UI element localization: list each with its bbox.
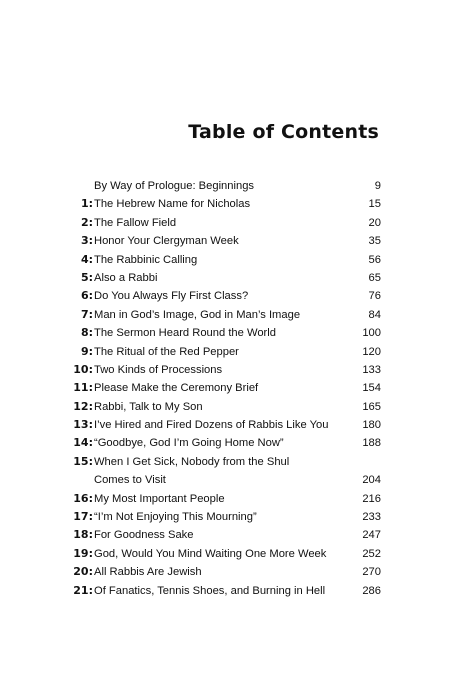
chapter-number: 12: <box>73 399 93 413</box>
toc-entry <box>65 379 381 397</box>
chapter-title: The Rabbinic Calling <box>94 253 198 266</box>
chapter-title: For Goodness Sake <box>94 529 194 542</box>
page-number: 233 <box>362 511 381 524</box>
chapter-title: Of Fanatics, Tennis Shoes, and Burning in Hell <box>94 584 326 597</box>
page-number: 56 <box>368 253 381 266</box>
toc-entry <box>65 434 381 452</box>
page-title: Table of Contents <box>188 121 379 143</box>
chapter-number: 7: <box>80 307 93 321</box>
toc-entry <box>65 526 381 544</box>
page-number: 154 <box>362 382 381 395</box>
page-number: 216 <box>362 492 381 505</box>
chapter-title: I’ve Hired and Fired Dozens of Rabbis Like You <box>94 419 329 432</box>
chapter-number: 21: <box>73 583 93 597</box>
page-number: 35 <box>368 235 381 248</box>
toc-entry <box>65 361 381 379</box>
toc-entry <box>65 177 381 195</box>
chapter-title: God, Would You Mind Waiting One More Week <box>94 547 327 560</box>
toc-entry <box>65 416 381 434</box>
page-number: 165 <box>362 400 381 413</box>
page-number: 180 <box>362 419 381 432</box>
page-number: 20 <box>368 216 381 229</box>
chapter-title: By Way of Prologue: Beginnings <box>94 180 255 192</box>
chapter-title: Also a Rabbi <box>94 271 158 284</box>
toc-entry <box>65 471 381 489</box>
page-number: 133 <box>362 363 381 376</box>
chapter-title: “I’m Not Enjoying This Mourning” <box>94 511 257 524</box>
page-number: 286 <box>362 584 381 597</box>
page-number: 76 <box>368 290 381 303</box>
chapter-number: 17: <box>73 510 93 524</box>
chapter-number: 19: <box>73 546 93 560</box>
chapter-number: 18: <box>73 528 93 542</box>
toc-entry <box>65 251 381 269</box>
toc-entry <box>65 582 381 600</box>
chapter-number: 9: <box>80 344 93 358</box>
chapter-number: 4: <box>80 252 93 266</box>
toc-entry <box>65 324 381 342</box>
chapter-title: The Hebrew Name for Nicholas <box>94 198 251 211</box>
page-number: 9 <box>374 180 381 192</box>
toc-entry <box>65 490 381 508</box>
chapter-number: 14: <box>73 436 93 450</box>
toc-entry <box>65 195 381 213</box>
chapter-number: 8: <box>80 326 93 340</box>
chapter-number: 6: <box>80 289 93 303</box>
chapter-number: 10: <box>73 362 93 376</box>
toc-entry <box>65 306 381 324</box>
chapter-title: Rabbi, Talk to My Son <box>94 400 203 413</box>
chapter-title: The Fallow Field <box>94 216 177 229</box>
chapter-title: Two Kinds of Processions <box>94 363 223 376</box>
page-number: 100 <box>362 327 381 340</box>
toc-entry <box>65 563 381 581</box>
page-number: 120 <box>362 345 381 358</box>
chapter-title: Please Make the Ceremony Brief <box>94 382 259 395</box>
chapter-title: Man in God’s Image, God in Man’s Image <box>94 308 301 321</box>
toc-entry <box>65 232 381 250</box>
chapter-title: The Ritual of the Red Pepper <box>94 345 239 358</box>
chapter-number: 3: <box>80 234 93 248</box>
toc-entry <box>65 453 381 471</box>
page-number: 270 <box>362 566 381 579</box>
toc-entry <box>65 343 381 361</box>
chapter-title: “Goodbye, God I’m Going Home Now” <box>94 437 284 450</box>
chapter-title: Comes to Visit <box>94 474 166 487</box>
page-number: 65 <box>368 271 381 284</box>
toc-entry <box>65 545 381 563</box>
chapter-title: The Sermon Heard Round the World <box>94 327 276 340</box>
chapter-number: 15: <box>73 454 93 468</box>
page-number: 247 <box>362 529 381 542</box>
toc-entry <box>65 287 381 305</box>
chapter-title: Honor Your Clergyman Week <box>94 235 239 248</box>
toc-list <box>65 177 381 600</box>
toc-entry <box>65 508 381 526</box>
page-number: 84 <box>368 308 381 321</box>
chapter-number: 13: <box>73 418 93 432</box>
chapter-number: 2: <box>80 215 93 229</box>
chapter-title: My Most Important People <box>94 492 225 505</box>
chapter-number: 16: <box>73 491 93 505</box>
page-number: 204 <box>362 474 381 487</box>
chapter-number: 11: <box>73 381 93 395</box>
chapter-number: 20: <box>73 565 93 579</box>
page-number: 252 <box>362 547 381 560</box>
toc-entry <box>65 214 381 232</box>
page-number: 188 <box>362 437 381 450</box>
toc-entry <box>65 269 381 287</box>
chapter-number: 1: <box>80 197 93 211</box>
chapter-title: When I Get Sick, Nobody from the Shul <box>94 455 290 468</box>
toc-entry <box>65 398 381 416</box>
chapter-title: All Rabbis Are Jewish <box>94 566 202 579</box>
page-number: 15 <box>368 198 381 211</box>
chapter-number: 5: <box>80 270 93 284</box>
chapter-title: Do You Always Fly First Class? <box>94 290 249 303</box>
